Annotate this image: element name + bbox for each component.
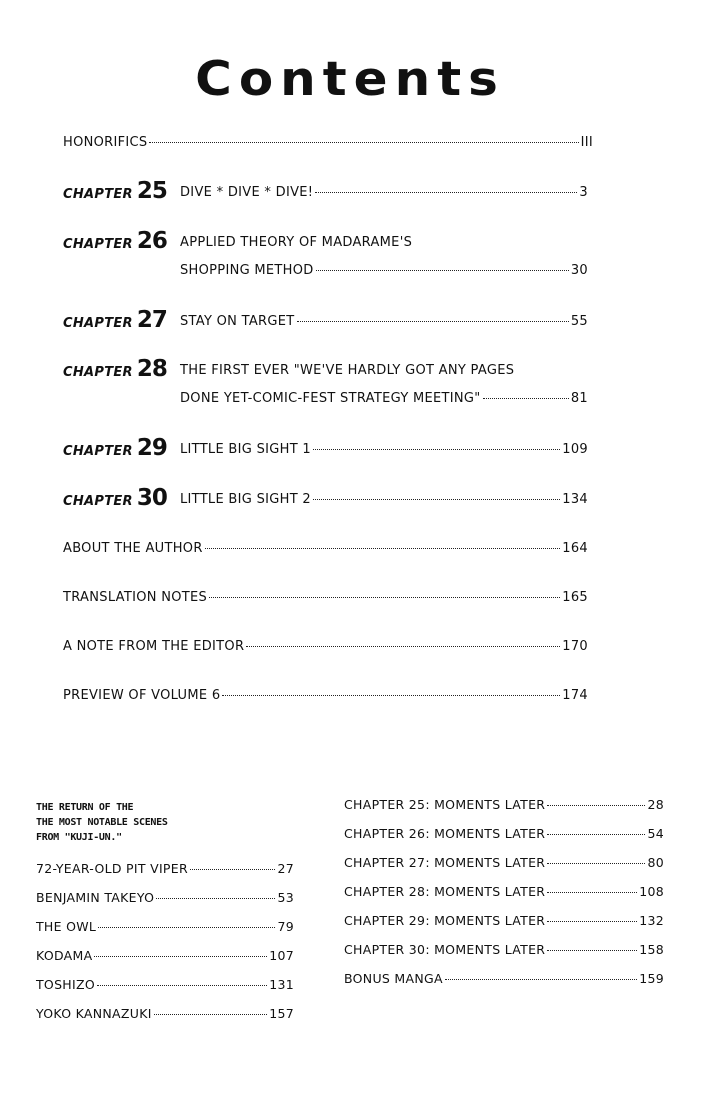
toc-entry-editor-note[interactable] bbox=[63, 639, 588, 654]
toc-entry-label: SHOPPING METHOD bbox=[180, 263, 314, 278]
toc-entry-preview[interactable] bbox=[63, 688, 588, 703]
toc-entry-label: LITTLE BIG SIGHT 1 bbox=[180, 442, 311, 457]
leader-dots bbox=[222, 695, 560, 696]
chapter-label-28: CHAPTER 28 bbox=[63, 356, 167, 382]
scene-entry[interactable]: BENJAMIN TAKEYO 53 bbox=[36, 890, 294, 905]
scene-entry[interactable]: CHAPTER 26: MOMENTS LATER 54 bbox=[344, 826, 664, 841]
toc-entry-chapter-29[interactable] bbox=[180, 442, 588, 457]
chapter-number: 30 bbox=[136, 485, 167, 511]
leader-dots bbox=[205, 548, 561, 549]
chapter-label-25: CHAPTER 25 bbox=[63, 178, 167, 204]
toc-entry-label: TRANSLATION NOTES bbox=[63, 590, 208, 605]
scene-entry[interactable]: TOSHIZO 131 bbox=[36, 977, 294, 992]
scenes-heading: THE RETURN OF THE THE MOST NOTABLE SCENES FROM "KUJI-UN." bbox=[36, 802, 168, 843]
toc-entry-page: III bbox=[580, 135, 593, 150]
toc-entry-label: LITTLE BIG SIGHT 2 bbox=[180, 492, 311, 507]
toc-entry-page: 164 bbox=[562, 541, 588, 556]
leader-dots bbox=[313, 449, 560, 450]
chapter-number: 28 bbox=[136, 356, 167, 382]
scene-entry[interactable]: CHAPTER 29: MOMENTS LATER 132 bbox=[344, 913, 664, 928]
chapter-number: 27 bbox=[136, 307, 167, 333]
chapter-label-26: CHAPTER 26 bbox=[63, 228, 167, 254]
toc-entry-label: ABOUT THE AUTHOR bbox=[63, 541, 203, 556]
toc-entry-page: 109 bbox=[562, 442, 588, 457]
toc-entry-label: HONORIFICS bbox=[63, 135, 148, 150]
leader-dots bbox=[149, 142, 578, 143]
toc-entry-page: 165 bbox=[562, 590, 588, 605]
leader-dots bbox=[315, 192, 577, 193]
toc-entry-about-author[interactable] bbox=[63, 541, 588, 556]
scene-entry[interactable]: YOKO KANNAZUKI 157 bbox=[36, 1006, 294, 1021]
toc-entry-label: A NOTE FROM THE EDITOR bbox=[63, 639, 245, 654]
chapter-label-27: CHAPTER 27 bbox=[63, 307, 167, 333]
toc-entry-page: 134 bbox=[562, 492, 588, 507]
scene-entry[interactable]: THE OWL 79 bbox=[36, 919, 294, 934]
scene-entry[interactable]: CHAPTER 28: MOMENTS LATER 108 bbox=[344, 884, 664, 899]
toc-entry-page: 30 bbox=[570, 263, 588, 278]
chapter-label-29: CHAPTER 29 bbox=[63, 435, 167, 461]
scene-entry[interactable]: CHAPTER 25: MOMENTS LATER 28 bbox=[344, 797, 664, 812]
scene-entry[interactable]: BONUS MANGA 159 bbox=[344, 971, 664, 986]
toc-entry-chapter-26[interactable] bbox=[180, 263, 588, 278]
toc-entry-label: STAY ON TARGET bbox=[180, 314, 295, 329]
leader-dots bbox=[313, 499, 560, 500]
toc-entry-label: DIVE * DIVE * DIVE! bbox=[180, 185, 314, 200]
toc-entry-page: 170 bbox=[562, 639, 588, 654]
chapter-label-30: CHAPTER 30 bbox=[63, 485, 167, 511]
scene-entry[interactable]: CHAPTER 30: MOMENTS LATER 158 bbox=[344, 942, 664, 957]
scene-entry[interactable]: 72-YEAR-OLD PIT VIPER 27 bbox=[36, 861, 294, 876]
toc-entry-label: DONE YET-COMIC-FEST STRATEGY MEETING" bbox=[180, 391, 481, 406]
toc-entry-chapter-30[interactable] bbox=[180, 492, 588, 507]
toc-entry-page: 55 bbox=[570, 314, 588, 329]
chapter-number: 29 bbox=[136, 435, 167, 461]
chapter-number: 25 bbox=[136, 178, 167, 204]
toc-entry-page: 81 bbox=[570, 391, 588, 406]
toc-entry-title-line: THE FIRST EVER "WE'VE HARDLY GOT ANY PAGES bbox=[180, 363, 515, 378]
chapter-number: 26 bbox=[136, 228, 167, 254]
leader-dots bbox=[297, 321, 569, 322]
toc-entry-page: 174 bbox=[562, 688, 588, 703]
toc-entry-honorifics[interactable] bbox=[63, 135, 593, 150]
leader-dots bbox=[209, 597, 560, 598]
leader-dots bbox=[316, 270, 569, 271]
toc-entry-translation-notes[interactable] bbox=[63, 590, 588, 605]
toc-entry-chapter-27[interactable] bbox=[180, 314, 588, 329]
toc-entry-page: 3 bbox=[579, 185, 588, 200]
page-title: Contents bbox=[195, 51, 505, 107]
scene-entry[interactable]: CHAPTER 27: MOMENTS LATER 80 bbox=[344, 855, 664, 870]
toc-entry-title-line: APPLIED THEORY OF MADARAME'S bbox=[180, 235, 413, 250]
scene-entry[interactable]: KODAMA 107 bbox=[36, 948, 294, 963]
toc-entry-chapter-25[interactable] bbox=[180, 185, 588, 200]
leader-dots bbox=[483, 398, 569, 399]
toc-entry-label: PREVIEW OF VOLUME 6 bbox=[63, 688, 221, 703]
toc-entry-chapter-28[interactable] bbox=[180, 391, 588, 406]
leader-dots bbox=[246, 646, 560, 647]
